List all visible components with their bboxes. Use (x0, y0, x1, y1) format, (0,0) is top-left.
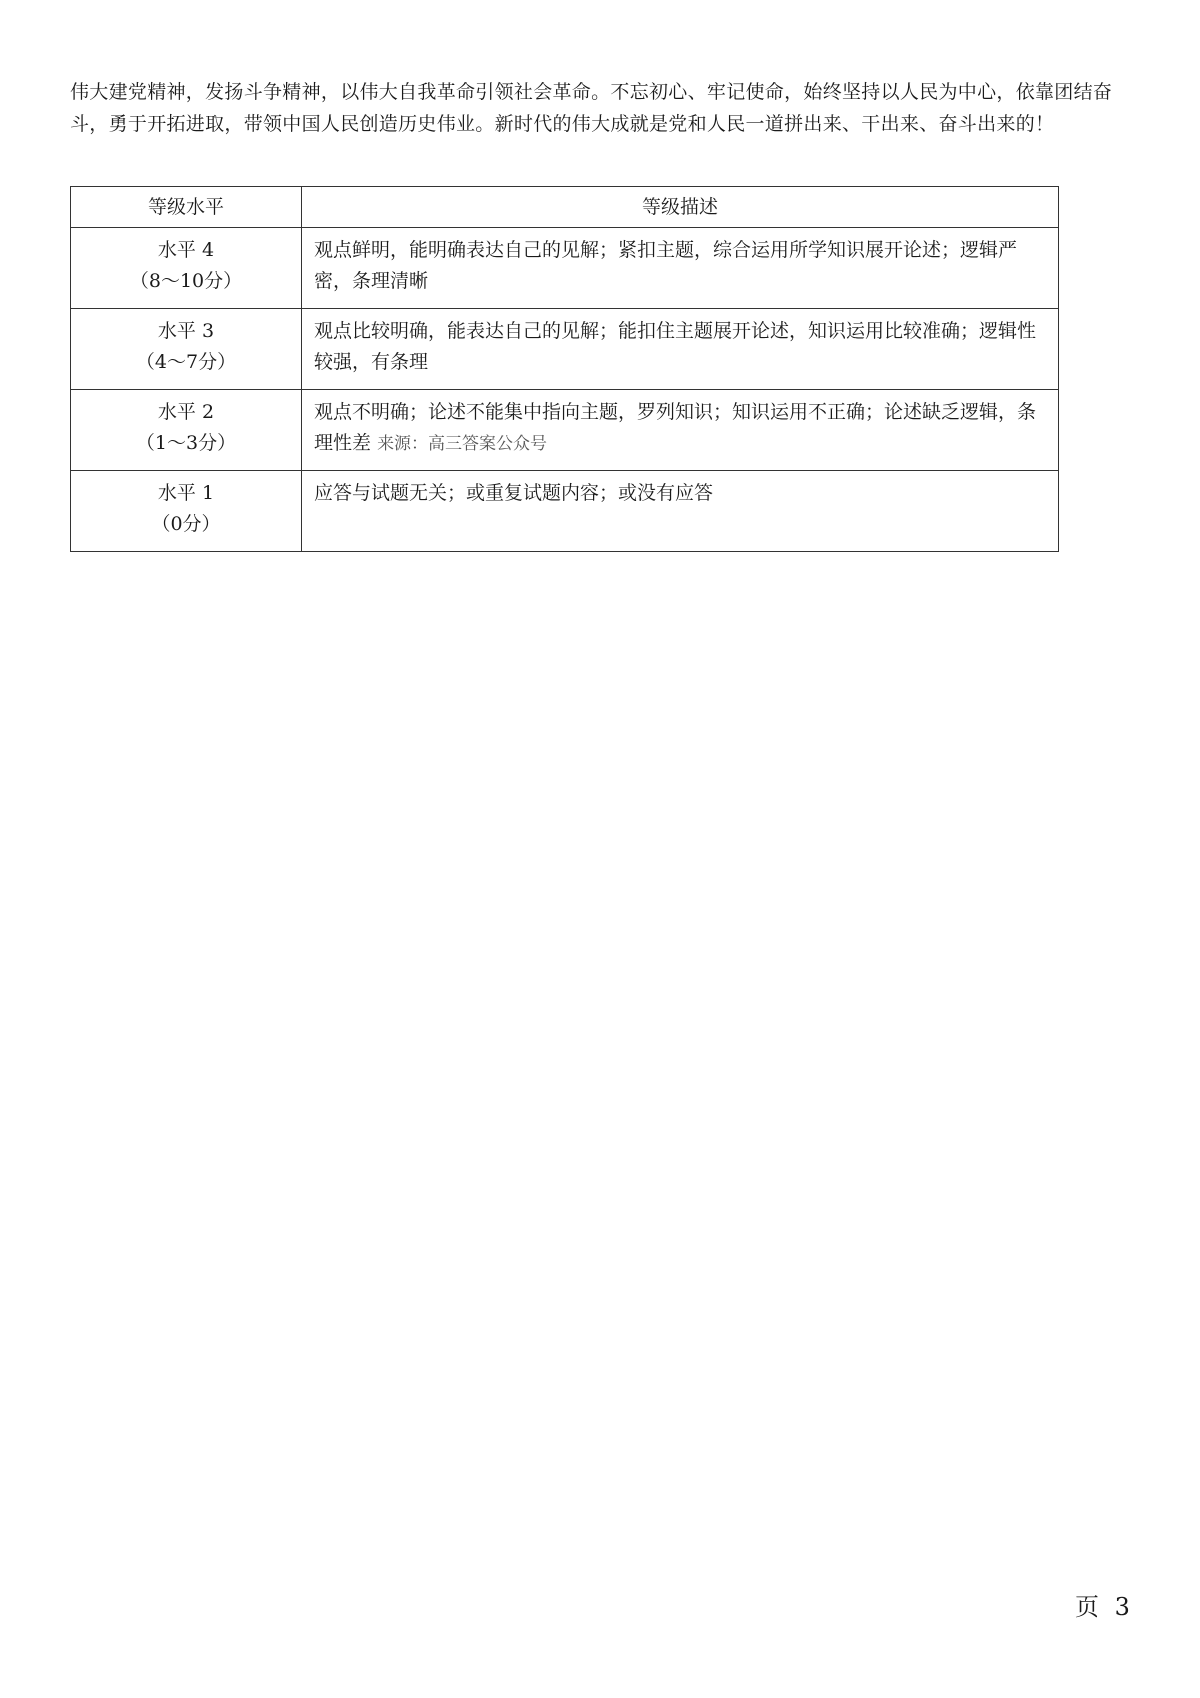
header-level: 等级水平 (71, 187, 302, 228)
level-description: 观点比较明确，能表达自己的见解；能扣住主题展开论述，知识运用比较准确；逻辑性较强，有条理 (314, 320, 1037, 373)
page-number: 页 3 (1075, 1593, 1134, 1621)
header-description: 等级描述 (302, 187, 1059, 228)
table-row (71, 309, 1059, 390)
source-note: 来源：高三答案公众号 (377, 434, 548, 454)
table-header-row (71, 187, 1059, 228)
table-row (71, 471, 1059, 552)
table-row (71, 228, 1059, 309)
level-score: （1～3分） (135, 432, 237, 454)
level-cell (71, 309, 302, 390)
table-row (71, 390, 1059, 471)
description-cell (302, 390, 1059, 471)
description-cell (302, 228, 1059, 309)
level-description: 观点鲜明，能明确表达自己的见解；紧扣主题，综合运用所学知识展开论述；逻辑严密，条理清晰 (314, 239, 1018, 292)
description-cell (302, 309, 1059, 390)
level-name: 水平 2 (157, 401, 215, 423)
level-name: 水平 3 (157, 320, 215, 342)
level-description: 观点不明确；论述不能集中指向主题，罗列知识；知识运用不正确；论述缺乏逻辑，条理性差 (314, 401, 1037, 454)
level-cell (71, 228, 302, 309)
level-name: 水平 1 (157, 482, 215, 504)
level-name: 水平 4 (157, 239, 215, 261)
level-score: （8～10分） (129, 270, 243, 292)
level-description: 应答与试题无关；或重复试题内容；或没有应答 (314, 482, 714, 504)
level-cell (71, 390, 302, 471)
grading-table (70, 186, 1059, 552)
level-cell (71, 471, 302, 552)
description-cell (302, 471, 1059, 552)
level-score: （0分） (151, 513, 221, 535)
intro-paragraph: 伟大建党精神，发扬斗争精神，以伟大自我革命引领社会革命。不忘初心、牢记使命，始终坚持以人民为中心，依靠团结奋斗，勇于开拓进取，带领中国人民创造历史伟业。新时代的伟大成就是党和人民一道拼出来、干出来、奋斗出来的！ (70, 81, 1113, 135)
level-score: （4～7分） (135, 351, 237, 373)
